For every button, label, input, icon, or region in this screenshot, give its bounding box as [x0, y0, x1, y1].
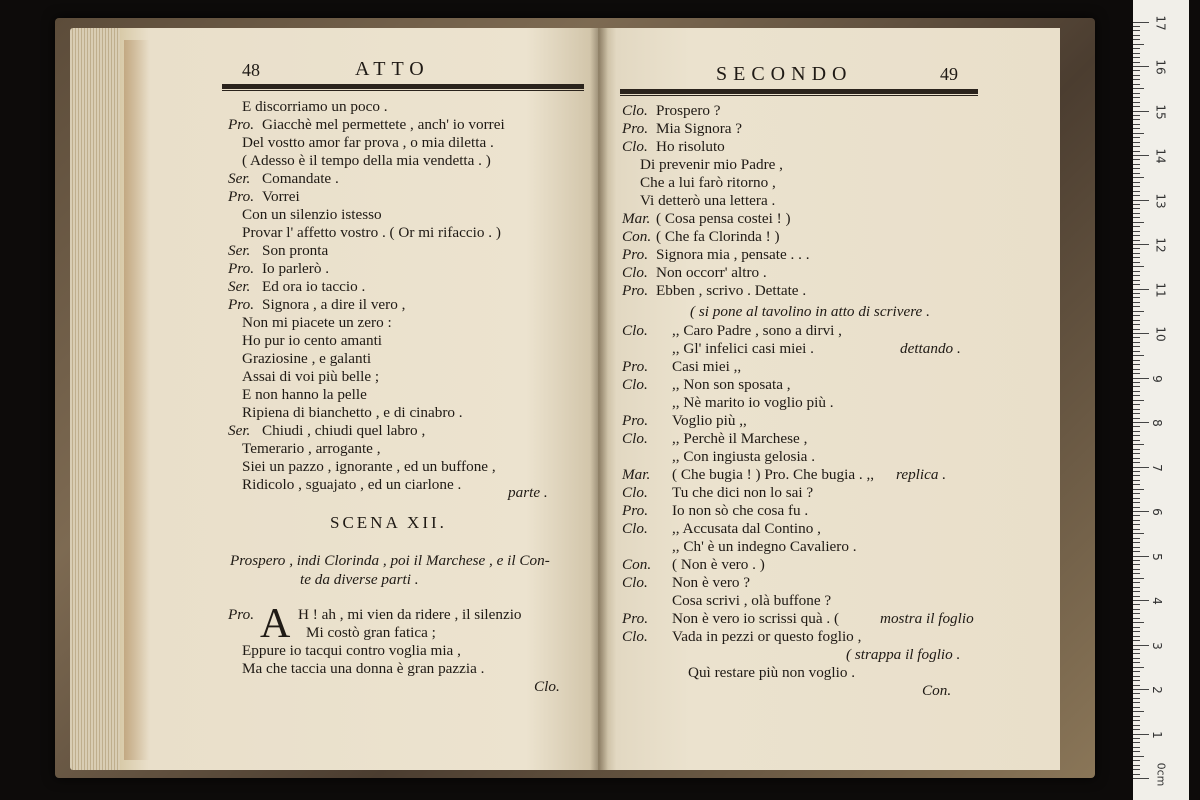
verse-line: ( Adesso è il tempo della mia vendetta . ): [242, 152, 491, 169]
ruler-tick: [1133, 39, 1140, 40]
verse-line: ,, Non son sposata ,: [672, 376, 791, 393]
ruler-tick: [1133, 769, 1140, 770]
ruler-tick: [1133, 66, 1149, 67]
after-line-2: Ma che taccia una donna è gran pazzia .: [242, 660, 485, 677]
speaker-label: Mar.: [622, 210, 651, 227]
ruler-tick: [1133, 711, 1144, 712]
ruler-tick: [1133, 173, 1140, 174]
ruler-tick: [1133, 151, 1140, 152]
ruler-number: 12: [1153, 237, 1168, 253]
ruler-tick: [1133, 693, 1140, 694]
verse-line: Ho pur io cento amanti: [242, 332, 383, 349]
ruler-number: 4: [1149, 597, 1164, 605]
verse-line: Io parlerò .: [262, 260, 330, 277]
ruler-tick: [1133, 133, 1144, 134]
verse-line: Graziosine , e galanti: [242, 350, 372, 367]
verse-line: Voglio più ,,: [672, 412, 747, 429]
ruler-tick: [1133, 551, 1140, 552]
ruler-tick: [1133, 422, 1149, 423]
speaker-label: Ser.: [228, 422, 251, 439]
ruler-tick: [1133, 471, 1140, 472]
verse-line: Non è vero io scrissi quà . (: [672, 610, 840, 627]
ruler-tick: [1133, 333, 1149, 334]
speaker-label: Pro.: [228, 188, 255, 205]
ruler-tick: [1133, 440, 1140, 441]
ruler-tick: [1133, 271, 1140, 272]
ruler-tick: [1133, 124, 1140, 125]
ruler-tick: [1133, 774, 1140, 775]
ruler-tick: [1133, 604, 1140, 605]
verse-line: Vi detterò una lettera .: [640, 192, 776, 209]
ruler-tick: [1133, 275, 1140, 276]
ruler-tick: [1133, 560, 1140, 561]
ruler-tick: [1133, 591, 1140, 592]
ruler-tick: [1133, 689, 1149, 690]
ruler-tick: [1133, 182, 1140, 183]
verse-line: E discorriamo un poco .: [242, 98, 388, 115]
verse-line: Cosa scrivi , olà buffone ?: [672, 592, 832, 609]
ruler-tick: [1133, 742, 1140, 743]
stage-direction-write: ( si pone al tavolino in atto di scrivere .: [690, 303, 930, 320]
ruler-tick: [1133, 44, 1144, 45]
ruler-number: 8: [1149, 419, 1164, 427]
speaker-label: Pro.: [622, 412, 649, 429]
ruler-tick: [1133, 200, 1149, 201]
ruler-tick: [1133, 208, 1140, 209]
ruler-number: 9: [1149, 374, 1164, 383]
right-header-rule: [620, 89, 978, 94]
ruler-tick: [1133, 609, 1140, 610]
ruler-tick: [1133, 480, 1140, 481]
ruler-tick: [1133, 685, 1140, 686]
verse-line: Non è vero ?: [672, 574, 751, 591]
ruler-tick: [1133, 311, 1144, 312]
left-header-rule: [222, 84, 584, 89]
speaker-label: Clo.: [622, 520, 648, 537]
ruler-tick: [1133, 22, 1149, 23]
ruler-tick: [1133, 596, 1140, 597]
ruler-tick: [1133, 26, 1140, 27]
ruler-tick: [1133, 613, 1140, 614]
speaker-label: Clo.: [622, 376, 648, 393]
ruler-tick: [1133, 360, 1140, 361]
ruler-tick: [1133, 484, 1140, 485]
speaker-label: Pro.: [622, 502, 649, 519]
speaker-label: Pro.: [622, 246, 649, 263]
ruler-number: 1: [1149, 730, 1164, 739]
ruler-tick: [1133, 70, 1140, 71]
ruler-tick: [1133, 426, 1140, 427]
replica-direction: replica .: [896, 466, 947, 483]
ruler-tick: [1133, 564, 1140, 565]
verse-line: ,, Con ingiusta gelosia .: [672, 448, 816, 465]
ruler-tick: [1133, 48, 1140, 49]
ruler-number: 3: [1149, 641, 1164, 650]
ruler-tick: [1133, 355, 1144, 356]
ruler-tick: [1133, 111, 1149, 112]
ruler-number: 16: [1153, 59, 1168, 75]
ruler-tick: [1133, 337, 1140, 338]
ruler-tick: [1133, 729, 1140, 730]
speaker-label: Pro.: [622, 120, 649, 137]
ruler-tick: [1133, 248, 1140, 249]
strappa-direction: ( strappa il foglio .: [846, 646, 961, 663]
ruler-tick: [1133, 284, 1140, 285]
right-catchword: Con.: [922, 682, 952, 699]
ruler-tick: [1133, 507, 1140, 508]
ruler-tick: [1133, 649, 1140, 650]
ruler-tick: [1133, 444, 1144, 445]
ruler-tick: [1133, 520, 1140, 521]
ruler-tick: [1133, 75, 1140, 76]
ruler-tick: [1133, 631, 1140, 632]
left-page-number: 48: [242, 60, 260, 80]
speaker-label: Pro.: [228, 116, 255, 133]
ruler-tick: [1133, 747, 1140, 748]
ruler-tick: [1133, 756, 1144, 757]
verse-line: Ripiena di bianchetto , e di cinabro .: [242, 404, 463, 421]
ruler-tick: [1133, 324, 1140, 325]
ruler-number: 5: [1149, 552, 1164, 561]
ruler-tick: [1133, 297, 1140, 298]
ruler-tick: [1133, 680, 1140, 681]
exit-direction: parte .: [508, 484, 548, 501]
measurement-ruler: [1133, 0, 1189, 800]
verse-line: Io non sò che cosa fu .: [672, 502, 809, 519]
ruler-tick: [1133, 778, 1149, 779]
verse-line: ,, Caro Padre , sono a dirvi ,: [672, 322, 842, 339]
ruler-tick: [1133, 489, 1144, 490]
speaker-label: Clo.: [622, 628, 648, 645]
verse-line: Ho risoluto: [656, 138, 725, 155]
ruler-tick: [1133, 765, 1140, 766]
ruler-tick: [1133, 653, 1140, 654]
ruler-tick: [1133, 186, 1140, 187]
ruler-tick: [1133, 213, 1140, 214]
speaker-label: Clo.: [622, 138, 648, 155]
ruler-tick: [1133, 533, 1144, 534]
verse-line: ( Che bugia ! ) Pro. Che bugia . ,,: [672, 466, 875, 483]
verse-line: Vada in pezzi or questo foglio ,: [672, 628, 862, 645]
verse-line: Tu che dici non lo sai ?: [672, 484, 814, 501]
ruler-tick: [1133, 177, 1144, 178]
ruler-number: 13: [1153, 192, 1168, 209]
ruler-tick: [1133, 302, 1140, 303]
left-catchword: Clo.: [534, 678, 560, 695]
ruler-tick: [1133, 280, 1140, 281]
dropcap-speaker: Pro.: [228, 606, 255, 623]
ruler-tick: [1133, 587, 1140, 588]
ruler-tick: [1133, 600, 1149, 601]
ruler-unit: 0cm: [1154, 762, 1168, 787]
ruler-tick: [1133, 57, 1140, 58]
ruler-tick: [1133, 716, 1140, 717]
ruler-tick: [1133, 502, 1140, 503]
verse-line: Non occorr' altro .: [656, 264, 767, 281]
right-running-head: SECONDO: [716, 63, 853, 85]
verse-line: Con un silenzio istesso: [242, 206, 382, 223]
ruler-tick: [1133, 128, 1140, 129]
ruler-number: 10: [1153, 326, 1168, 342]
page-stain: [124, 40, 150, 760]
verse-line: Ed ora io taccio .: [262, 278, 366, 295]
verse-line: ,, Nè marito io voglio più .: [672, 394, 834, 411]
speaker-label: Pro.: [228, 260, 255, 277]
ruler-tick: [1133, 458, 1140, 459]
ruler-number: 14: [1153, 148, 1168, 164]
ruler-tick: [1133, 538, 1140, 539]
verse-line: E non hanno la pelle: [242, 386, 367, 403]
speaker-label: Clo.: [622, 322, 648, 339]
ruler-tick: [1133, 435, 1140, 436]
verse-line: Signora mia , pensate . . .: [656, 246, 810, 263]
ruler-tick: [1133, 400, 1144, 401]
speaker-label: Clo.: [622, 574, 648, 591]
ruler-tick: [1133, 195, 1140, 196]
ruler-tick: [1133, 658, 1140, 659]
ruler-tick: [1133, 751, 1140, 752]
speaker-label: Pro.: [622, 282, 649, 299]
ruler-tick: [1133, 636, 1140, 637]
ruler-tick: [1133, 725, 1140, 726]
ruler-tick: [1133, 622, 1144, 623]
scene-direction-1: Prospero , indi Clorinda , poi il Marchese , e il Con-: [230, 552, 550, 569]
ruler-tick: [1133, 391, 1140, 392]
scene-title: SCENA XII.: [330, 513, 447, 532]
ruler-tick: [1133, 191, 1140, 192]
speaker-label: Ser.: [228, 242, 251, 259]
ruler-tick: [1133, 351, 1140, 352]
ruler-tick: [1133, 418, 1140, 419]
ruler-tick: [1133, 618, 1140, 619]
ruler-number: 15: [1153, 103, 1168, 120]
ruler-tick: [1133, 30, 1140, 31]
ruler-tick: [1133, 373, 1140, 374]
ruler-tick: [1133, 542, 1140, 543]
ruler-tick: [1133, 573, 1140, 574]
speaker-label: Ser.: [228, 170, 251, 187]
ruler-tick: [1133, 226, 1140, 227]
speaker-label: Clo.: [622, 102, 648, 119]
ruler-tick: [1133, 97, 1140, 98]
ruler-tick: [1133, 671, 1140, 672]
ruler-tick: [1133, 240, 1140, 241]
ruler-tick: [1133, 475, 1140, 476]
ruler-number: 2: [1149, 686, 1164, 694]
ruler-tick: [1133, 627, 1140, 628]
ruler-tick: [1133, 164, 1140, 165]
ruler-tick: [1133, 382, 1140, 383]
verse-line: Che a lui farò ritorno ,: [640, 174, 776, 191]
ruler-number: 11: [1153, 281, 1168, 298]
ruler-tick: [1133, 431, 1140, 432]
ruler-tick: [1133, 84, 1140, 85]
ruler-tick: [1133, 306, 1140, 307]
ruler-tick: [1133, 378, 1149, 379]
ruler-tick: [1133, 529, 1140, 530]
ruler-tick: [1133, 395, 1140, 396]
verse-line: Temerario , arrogante ,: [242, 440, 381, 457]
ruler-tick: [1133, 159, 1140, 160]
verse-line: Signora , a dire il vero ,: [262, 296, 406, 313]
ruler-tick: [1133, 35, 1140, 36]
ruler-tick: [1133, 462, 1140, 463]
scene-direction-2: te da diverse parti .: [300, 571, 419, 588]
last-line: Quì restare più non voglio .: [688, 664, 856, 681]
verse-line: ( Non è vero . ): [672, 556, 765, 573]
ruler-tick: [1133, 346, 1140, 347]
ruler-tick: [1133, 146, 1140, 147]
ruler-tick: [1133, 53, 1140, 54]
ruler-tick: [1133, 342, 1140, 343]
ruler-tick: [1133, 329, 1140, 330]
verse-line: ,, Ch' è un indegno Cavaliero .: [672, 538, 857, 555]
ruler-tick: [1133, 62, 1140, 63]
speaker-label: Pro.: [228, 296, 255, 313]
ruler-tick: [1133, 253, 1140, 254]
left-running-head: ATTO: [355, 58, 430, 80]
speaker-label: Con.: [622, 228, 652, 245]
ruler-tick: [1133, 738, 1140, 739]
ruler-tick: [1133, 204, 1140, 205]
ruler-tick: [1133, 115, 1140, 116]
ruler-tick: [1133, 734, 1149, 735]
verse-line: Son pronta: [262, 242, 329, 259]
ruler-tick: [1133, 698, 1140, 699]
ruler-tick: [1133, 262, 1140, 263]
ruler-tick: [1133, 244, 1149, 245]
speaker-label: Pro.: [622, 610, 649, 627]
verse-line: Ridicolo , sguajato , ed un ciarlone .: [242, 476, 462, 493]
speaker-label: Clo.: [622, 484, 648, 501]
ruler-tick: [1133, 231, 1140, 232]
ruler-number: 17: [1153, 14, 1168, 31]
speaker-label: Clo.: [622, 264, 648, 281]
ruler-tick: [1133, 293, 1140, 294]
verse-line: Del vostto amor far prova , o mia diletta .: [242, 134, 494, 151]
dettando-direction: dettando .: [900, 340, 961, 357]
speaker-label: Clo.: [622, 430, 648, 447]
ruler-tick: [1133, 511, 1149, 512]
ruler-tick: [1133, 369, 1140, 370]
ruler-tick: [1133, 524, 1140, 525]
ruler-tick: [1133, 569, 1140, 570]
verse-line: Chiudi , chiudi quel labro ,: [262, 422, 426, 439]
ruler-tick: [1133, 707, 1140, 708]
ruler-tick: [1133, 168, 1140, 169]
ruler-tick: [1133, 257, 1140, 258]
verse-line: ,, Gl' infelici casi miei .: [672, 340, 814, 357]
verse-line: ( Che fa Clorinda ! ): [656, 228, 780, 245]
verse-line: ,, Accusata dal Contino ,: [672, 520, 821, 537]
ruler-number: 6: [1149, 508, 1164, 516]
dropcap-line-2: Mi costò gran fatica ;: [306, 624, 436, 641]
ruler-tick: [1133, 449, 1140, 450]
verse-line: Prospero ?: [656, 102, 721, 119]
speaker-label: Mar.: [622, 466, 651, 483]
ruler-tick: [1133, 662, 1140, 663]
verse-line: Comandate .: [262, 170, 339, 187]
ruler-tick: [1133, 720, 1140, 721]
ruler-tick: [1133, 547, 1140, 548]
verse-line: ,, Perchè il Marchese ,: [672, 430, 808, 447]
ruler-tick: [1133, 413, 1140, 414]
ruler-tick: [1133, 137, 1140, 138]
verse-line: Provar l' affetto vostro . ( Or mi rifaccio . ): [242, 224, 501, 241]
ruler-tick: [1133, 320, 1140, 321]
ruler-tick: [1133, 760, 1140, 761]
ruler-tick: [1133, 106, 1140, 107]
verse-line: Siei un pazzo , ignorante , ed un buffone ,: [242, 458, 496, 475]
ruler-tick: [1133, 289, 1149, 290]
book-gutter: [590, 28, 608, 770]
verse-line: Di prevenir mio Padre ,: [640, 156, 783, 173]
ruler-tick: [1133, 467, 1149, 468]
ruler-tick: [1133, 409, 1140, 410]
ruler-tick: [1133, 88, 1144, 89]
verse-line: Vorrei: [262, 188, 300, 205]
ruler-tick: [1133, 556, 1149, 557]
ruler-tick: [1133, 645, 1149, 646]
ruler-tick: [1133, 667, 1144, 668]
ruler-tick: [1133, 676, 1140, 677]
ruler-tick: [1133, 364, 1140, 365]
ruler-tick: [1133, 404, 1140, 405]
ruler-tick: [1133, 515, 1140, 516]
ruler-tick: [1133, 640, 1140, 641]
verse-line: Non mi piacete un zero :: [242, 314, 392, 331]
verse-line: ( Cosa pensa costei ! ): [656, 210, 791, 227]
ruler-tick: [1133, 222, 1144, 223]
ruler-tick: [1133, 578, 1144, 579]
speaker-label: Pro.: [622, 358, 649, 375]
mostra-direction: mostra il foglio: [880, 610, 974, 627]
verse-line: Casi miei ,,: [672, 358, 742, 375]
ruler-tick: [1133, 102, 1140, 103]
speaker-label: Ser.: [228, 278, 251, 295]
ruler-tick: [1133, 386, 1140, 387]
verse-line: Ebben , scrivo . Dettate .: [656, 282, 807, 299]
ruler-tick: [1133, 235, 1140, 236]
after-line-1: Eppure io tacqui contro voglia mia ,: [242, 642, 461, 659]
ruler-number: 7: [1149, 463, 1164, 472]
ruler-tick: [1133, 453, 1140, 454]
ruler-tick: [1133, 315, 1140, 316]
ruler-tick: [1133, 582, 1140, 583]
speaker-label: Con.: [622, 556, 652, 573]
ruler-tick: [1133, 266, 1144, 267]
verse-line: Assai di voi più belle ;: [242, 368, 380, 385]
ruler-tick: [1133, 119, 1140, 120]
ruler-tick: [1133, 493, 1140, 494]
right-page-number: 49: [940, 64, 958, 84]
ruler-tick: [1133, 217, 1140, 218]
ruler-tick: [1133, 79, 1140, 80]
ruler-tick: [1133, 498, 1140, 499]
verse-line: Giacchè mel permettete , anch' io vorrei: [262, 116, 505, 133]
drop-cap-letter: A: [260, 601, 291, 647]
ruler-tick: [1133, 142, 1140, 143]
ruler-tick: [1133, 155, 1149, 156]
ruler-tick: [1133, 702, 1140, 703]
ruler-tick: [1133, 93, 1140, 94]
verse-line: Mia Signora ?: [656, 120, 743, 137]
dropcap-line-1: H ! ah , mi vien da ridere , il silenzio: [298, 606, 522, 623]
